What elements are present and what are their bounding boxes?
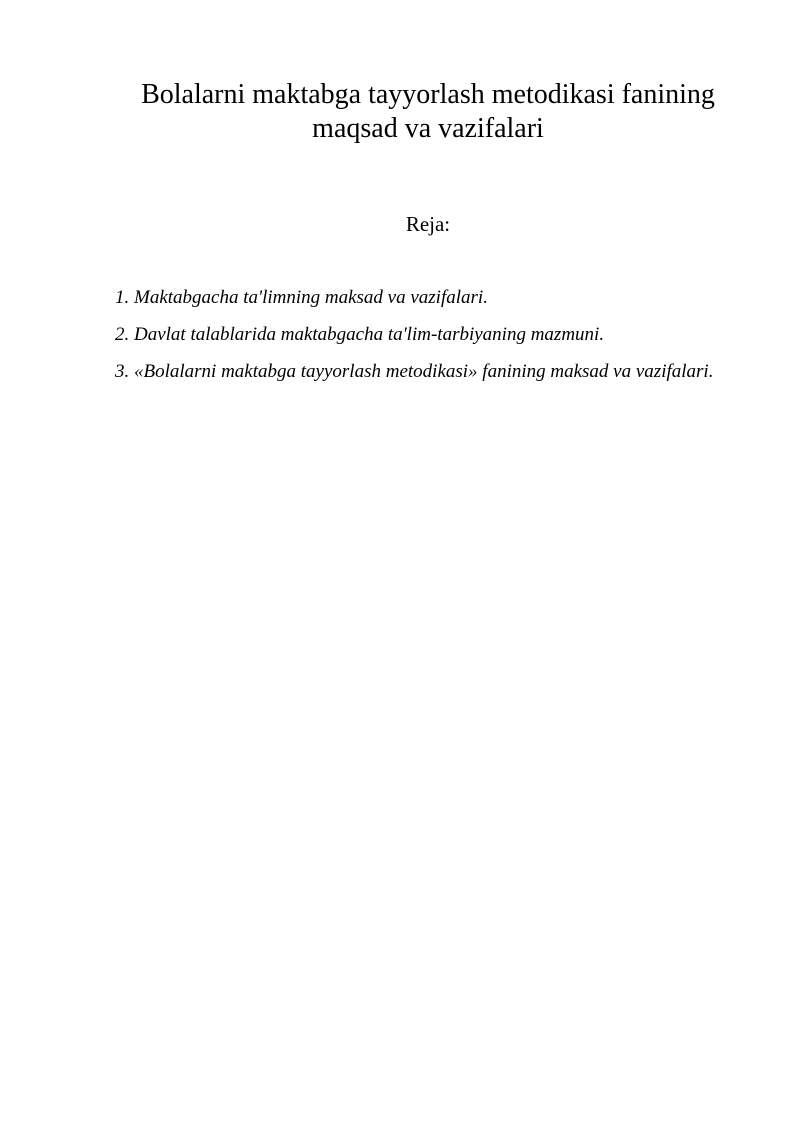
plan-heading: Reja: — [405, 212, 451, 236]
document-title — [100, 78, 756, 146]
document-title-line-1: Bolalarni maktabga tayyorlash metodikasi fanining — [141, 79, 715, 110]
document-title-line-2: maqsad va vazifalari — [312, 113, 544, 144]
plan-list — [115, 279, 715, 390]
plan-item-3: 3. «Bolalarni maktabga tayyorlash metodikasi» fanining maksad va vazifalari. — [115, 361, 714, 382]
plan-item-2: 2. Davlat talablarida maktabgacha ta'lim-tarbiyaning mazmuni. — [115, 324, 605, 345]
plan-item-1: 1. Maktabgacha ta'limning maksad va vazifalari. — [115, 287, 488, 308]
